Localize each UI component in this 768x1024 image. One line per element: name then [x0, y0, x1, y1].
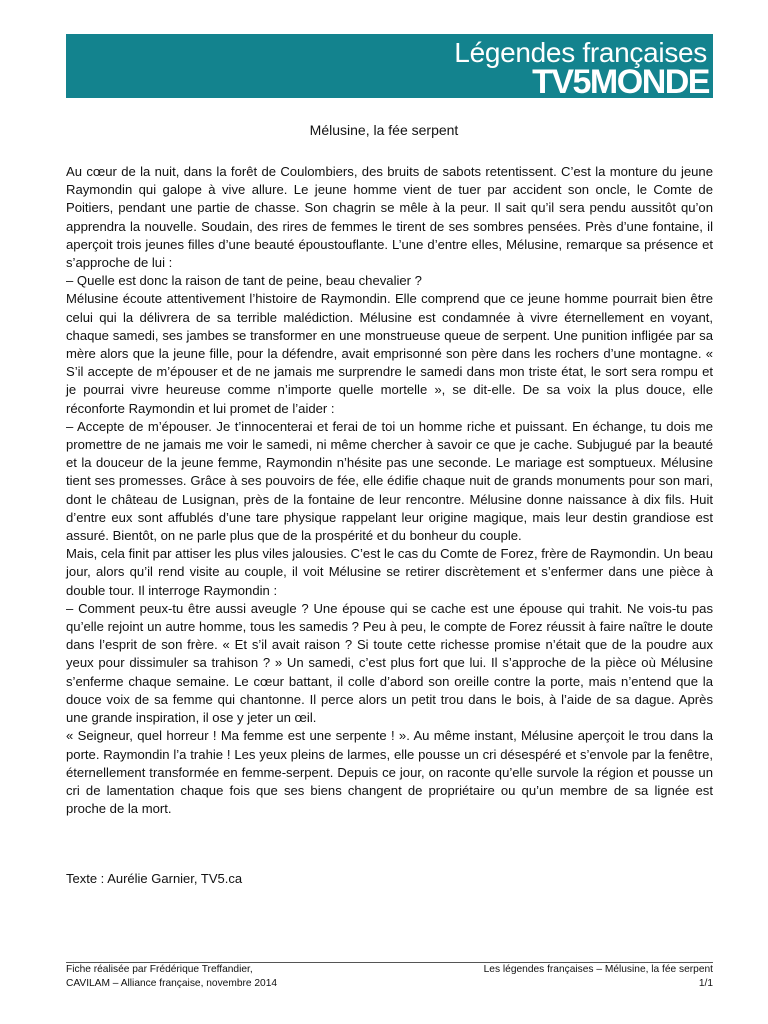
paragraph: Au cœur de la nuit, dans la forêt de Coulombiers, des bruits de sabots retentissent. C’est la monture du jeune Raymondin qui galope à vive allure. Le jeune homme vient de tuer par accident son oncle, le Comte de Poitiers, pendant une partie de chasse. Son chagrin se mêle à la peur. Il sait qu’il sera pendu aussitôt qu’on apprendra la nouvelle. Soudain, des rires de femmes le tirent de ses sombres pensées. Près d’une fontaine, il aperçoit trois jeunes filles d’une beauté époustouflante. L’une d’entre elles, Mélusine, remarque sa présence et s’approche de lui : — [66, 164, 713, 271]
paragraph: Mélusine écoute attentivement l’histoire de Raymondin. Elle comprend que ce jeune homme pourrait bien être celui qui la délivrera de sa terrible malédiction. Mélusine est condamnée à vivre éternellement en voyant, chaque samedi, ses jambes se transformer en une monstrueuse queue de serpent. Une punition infligée par sa mère alors que la jeune fille, pour la défendre, avait emprisonné son père dans les rochers d’une montagne. « S’il accepte de m’épouser et de ne jamais me surprendre le samedi dans mon triste état, le sort sera rompu et je pourrai vivre heureuse comme n’importe quelle mortelle », se dit-elle. De sa voix la plus douce, elle réconforte Raymondin et lui promet de l’aider : — [66, 291, 713, 416]
paragraph: Mais, cela finit par attiser les plus viles jalousies. C’est le cas du Comte de Forez, frère de Raymondin. Un beau jour, alors qu’il rend visite au couple, il voit Mélusine se retirer discrètement et s’enfermer dans une pièce à double tour. Il interroge Raymondin : — [66, 546, 713, 598]
footer-document-title: Les légendes françaises – Mélusine, la fée serpent — [483, 964, 713, 975]
paragraph: – Quelle est donc la raison de tant de peine, beau chevalier ? — [66, 273, 422, 289]
paragraph: – Accepte de m’épouser. Je t’innocenterai et ferai de toi un homme riche et puissant. En échange, tu dois me promettre de ne jamais me voir le samedi, ni même chercher à savoir ce que je cache. Subjugué par la beauté et la douceur de la jeune femme, Raymondin n’hésite pas une seconde. Le mariage est somptueux. Mélusine tient ses promesses. Grâce à ses pouvoirs de fée, elle édifie chaque nuit de grands monuments pour son mari, dont le château de Lusignan, près de la fontaine de leur rencontre. Mélusine donne naissance à dix fils. Huit d’entre eux sont affublés d’une tare physique rappelant leur origine magique, mais leur destin grandiose est assuré. Bientôt, on ne parle plus que de la prospérité et du bonheur du couple. — [66, 418, 713, 544]
page-number: 1/1 — [698, 978, 713, 989]
footer-author — [66, 963, 277, 991]
brand-logo: TV5MONDE — [532, 63, 709, 101]
paragraph: « Seigneur, quel horreur ! Ma femme est une serpente ! ». Au même instant, Mélusine aperçoit le trou dans la porte. Raymondin l’a trahie ! Les yeux pleins de larmes, elle pousse un cri désespéré et s’envole par la fenêtre, éternellement transformée en femme-serpent. Depuis ce jour, on raconte qu’elle survole la région et pousse un cri de lamentation chaque fois que ses biens changent de propriétaire ou qu’un membre de sa lignée est proche de la mort. — [66, 728, 713, 817]
series-title: Légendes françaises — [454, 37, 707, 68]
header-banner — [66, 34, 713, 101]
footer-organization-line: CAVILAM – Alliance française, novembre 2014 — [66, 978, 278, 989]
story-title: Mélusine, la fée serpent — [309, 122, 459, 138]
paragraph: – Comment peux-tu être aussi aveugle ? Une épouse qui se cache est une épouse qui trahit. Ne vois-tu pas qu’elle rejoint un autre homme, tous les samedis ? Peu à peu, le compte de Forez réussit à faire naître le doute dans l’esprit de son frère. « Et s’il avait raison ? Si toute cette richesse promise n’était que de la poudre aux yeux pour dissimuler sa trahison ? » Un samedi, c’est plus fort que lui. Il s’approche de la pièce où Mélusine s’enferme chaque semaine. Le cœur battant, il colle d’abord son oreille contre la porte, mais n’entend que la douce voix de sa femme qui chantonne. Il perce alors un petit trou dans le bois, à l’aide de sa dague. Après une grande inspiration, il ose y jeter un œil. — [66, 600, 713, 726]
story-text — [66, 163, 713, 818]
text-credit: Texte : Aurélie Garnier, TV5.ca — [66, 871, 243, 886]
footer-document-info — [484, 963, 713, 991]
footer-author-line: Fiche réalisée par Frédérique Treffandier, — [66, 964, 253, 975]
